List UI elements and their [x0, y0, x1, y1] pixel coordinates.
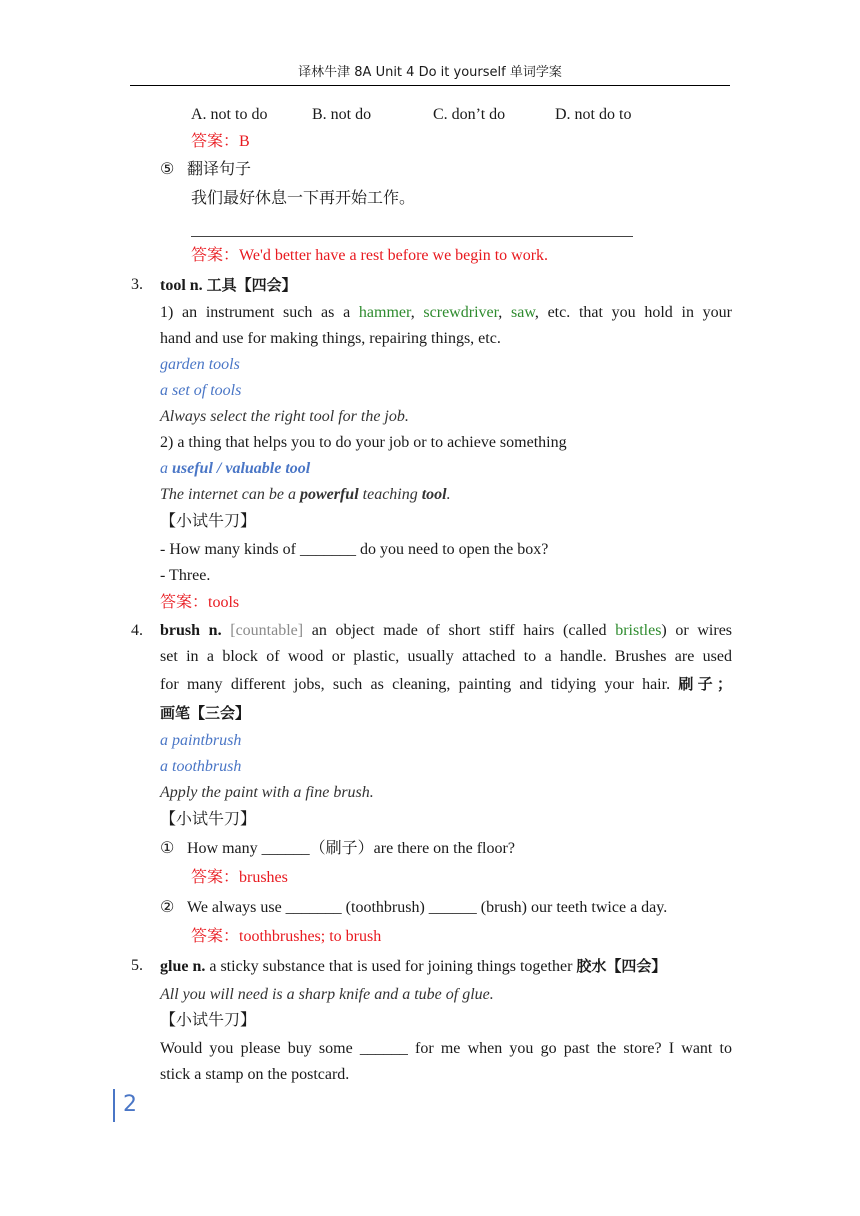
headword-brush: brush n. — [160, 622, 222, 639]
q5-marker: ⑤ — [160, 161, 175, 178]
keyword-screwdriver: screwdriver — [423, 304, 499, 321]
q5-answer-text: We'd better have a rest before we begin to work. — [239, 247, 549, 264]
q5-title: 翻译句子 — [187, 161, 252, 178]
keyword-bristles: bristles — [615, 622, 662, 639]
brush-example-2: a toothbrush — [160, 758, 242, 775]
meaning-glue: 胶水【四会】 — [576, 957, 667, 975]
brush-question-1: How many ______（刷子）are there on the floor? — [187, 840, 515, 857]
brush-answer-1: 答案：brushes — [191, 869, 288, 886]
option-d: D. not do to — [555, 106, 632, 123]
brush-q1-marker: ① — [160, 840, 175, 857]
option-c: C. don’t do — [433, 106, 506, 123]
tool-def1-line2: hand and use for making things, repairing things, etc. — [160, 330, 501, 347]
brush-def-line1: brush n. [countable] an object made of short stiff hairs (called bristles) or wires — [160, 622, 733, 639]
page-number: 2 — [123, 1092, 137, 1117]
brush-example-1: a paintbrush — [160, 732, 242, 749]
glue-question-line1: Would you please buy some ______ for me when you go past the store? I want to — [160, 1040, 732, 1057]
meaning-tool: 工具【四会】 — [206, 276, 297, 294]
answer-blank-line — [191, 236, 633, 237]
brush-def-line3: for many different jobs, such as cleaning, painting and tidying your hair. 刷子； — [160, 675, 732, 693]
tool-question-2: - Three. — [160, 567, 211, 584]
keyword-hammer: hammer — [358, 304, 411, 321]
q5-answer — [191, 246, 548, 266]
practice-label-tool: 【小试牛刀】 — [160, 513, 257, 530]
page-header: 译林牛津 8A Unit 4 Do it yourself 单词学案 — [298, 65, 562, 80]
brush-question-2: We always use _______ (toothbrush) ______ (brush) our teeth twice a day. — [187, 899, 668, 916]
meaning-brush-b: 画笔【三会】 — [160, 704, 251, 722]
practice-label-brush: 【小试牛刀】 — [160, 811, 257, 828]
tool-example-3: Always select the right tool for the job. — [160, 408, 409, 425]
glue-question-line2: stick a stamp on the postcard. — [160, 1066, 350, 1083]
tool-example-5: The internet can be a powerful teaching tool. — [160, 486, 451, 503]
practice-label-glue: 【小试牛刀】 — [160, 1012, 257, 1029]
entry-heading-tool — [160, 275, 297, 296]
tool-example-4: a useful / valuable tool — [160, 460, 311, 477]
headword-tool: tool n. — [160, 277, 203, 294]
q5-answer-label: 答案： — [191, 247, 240, 264]
page-number-bar — [113, 1089, 115, 1122]
entry-number-glue: 5. — [131, 957, 143, 974]
entry-number-tool: 3. — [131, 276, 143, 293]
tool-example-1: garden tools — [160, 356, 240, 373]
tool-answer: 答案：tools — [160, 594, 240, 611]
glue-example-1: All you will need is a sharp knife and a tube of glue. — [160, 986, 494, 1003]
tag-countable: [countable] — [230, 622, 304, 639]
collocation-useful-tool: useful / valuable tool — [172, 460, 311, 477]
answer-b: 答案：B — [191, 133, 250, 150]
option-b: B. not do — [312, 106, 372, 123]
brush-q2-marker: ② — [160, 899, 175, 916]
q5-sentence: 我们最好休息一下再开始工作。 — [191, 190, 416, 207]
headword-glue: glue n. — [160, 958, 206, 975]
meaning-brush-a: 刷子； — [678, 675, 732, 693]
tool-def2: 2) a thing that helps you to do your job or to achieve something — [160, 434, 567, 451]
entry-number-brush: 4. — [131, 622, 143, 639]
tool-example-2: a set of tools — [160, 382, 242, 399]
tool-def1-line1: 1) an instrument such as a hammer, screwdriver, saw, etc. that you hold in your — [160, 304, 733, 321]
keyword-saw: saw — [511, 304, 535, 321]
option-a: A. not to do — [191, 106, 268, 123]
glue-definition: glue n. a sticky substance that is used for joining things together 胶水【四会】 — [160, 957, 667, 975]
brush-answer-2: 答案：toothbrushes; to brush — [191, 928, 382, 945]
brush-example-3: Apply the paint with a fine brush. — [160, 784, 374, 801]
tool-question-1: - How many kinds of _______ do you need to open the box? — [160, 541, 549, 558]
brush-def-line2: set in a block of wood or plastic, usually attached to a handle. Brushes are used — [160, 648, 732, 665]
header-divider — [130, 85, 730, 86]
